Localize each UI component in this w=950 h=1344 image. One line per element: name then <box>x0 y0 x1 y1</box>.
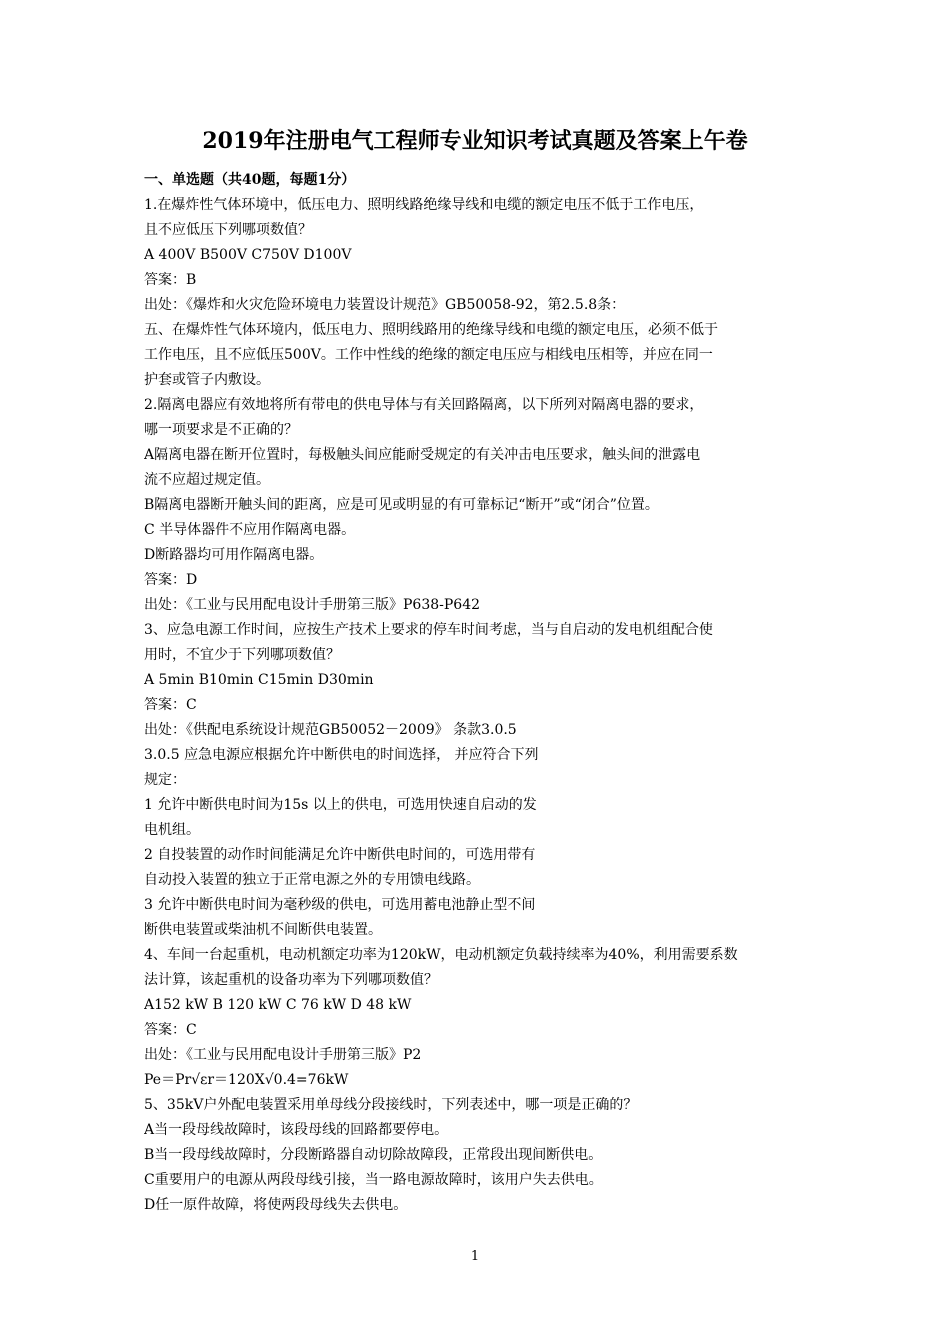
text-line: 流不应超过规定值。 <box>144 472 270 488</box>
text-line: D任一原件故障，将使两段母线失去供电。 <box>144 1197 408 1213</box>
text-line: 断供电装置或柴油机不间断供电装置。 <box>144 922 382 938</box>
document-body <box>144 168 814 1218</box>
text-line: 2 自投装置的动作时间能满足允许中断供电时间的，可选用带有 <box>144 847 536 863</box>
text-line: 电机组。 <box>144 822 200 838</box>
text-line: 3 允许中断供电时间为毫秒级的供电，可选用蓄电池静止型不间 <box>144 897 536 913</box>
text-line: A当一段母线故障时，该段母线的回路都要停电。 <box>144 1122 449 1138</box>
text-line: 且不应低压下列哪项数值？ <box>144 222 312 238</box>
text-line: 1 允许中断供电时间为15s 以上的供电，可选用快速自启动的发 <box>144 797 537 813</box>
text-line: A 5min B10min C15min D30min <box>144 672 374 688</box>
text-line: 规定： <box>144 772 186 788</box>
text-line: 答案：C <box>144 1022 197 1038</box>
page-number: 1 <box>470 1249 480 1264</box>
text-line: A 400V B500V C750V D100V <box>144 247 352 263</box>
text-line: 哪一项要求是不正确的？ <box>144 422 298 438</box>
text-line: 3、应急电源工作时间，应按生产技术上要求的停车时间考虑，当与自启动的发电机组配合使 <box>144 622 713 638</box>
text-line: 答案：D <box>144 572 198 588</box>
text-line: B隔离电器断开触头间的距离，应是可见或明显的有可靠标记“断开”或“闭合”位置。 <box>144 497 659 513</box>
text-line: Pe＝Pr√εr＝120X√0.4=76kW <box>144 1072 349 1088</box>
text-line: 4、车间一台起重机，电动机额定功率为120kW，电动机额定负载持续率为40%，利用需要系数 <box>144 947 738 963</box>
text-line: 五、在爆炸性气体环境内，低压电力、照明线路用的绝缘导线和电缆的额定电压，必须不低于 <box>144 322 718 338</box>
text-line: 法计算，该起重机的设备功率为下列哪项数值？ <box>144 972 438 988</box>
text-line: 自动投入装置的独立于正常电源之外的专用馈电线路。 <box>144 872 480 888</box>
text-line: 工作电压，且不应低压500V。工作中性线的绝缘的额定电压应与相线电压相等，并应在同一 <box>144 347 713 363</box>
document-title: 2019年注册电气工程师专业知识考试真题及答案上午卷 <box>202 128 748 154</box>
text-line: 出处：《工业与民用配电设计手册第三版》P2 <box>144 1047 422 1063</box>
text-line: 2.隔离电器应有效地将所有带电的供电导体与有关回路隔离，以下所列对隔离电器的要求， <box>144 397 704 413</box>
text-line: 答案：C <box>144 697 197 713</box>
text-line: D断路器均可用作隔离电器。 <box>144 547 324 563</box>
text-line: C重要用户的电源从两段母线引接，当一路电源故障时，该用户失去供电。 <box>144 1172 603 1188</box>
text-line: C 半导体器件不应用作隔离电器。 <box>144 522 356 538</box>
text-line: A隔离电器在断开位置时，每极触头间应能耐受规定的有关冲击电压要求，触头间的泄露电 <box>144 447 701 463</box>
text-line: 5、35kV户外配电装置采用单母线分段接线时，下列表述中，哪一项是正确的？ <box>144 1097 638 1113</box>
text-line: 护套或管子内敷设。 <box>144 372 270 388</box>
text-line: 3.0.5 应急电源应根据允许中断供电的时间选择， 并应符合下列 <box>144 747 539 763</box>
text-line: 出处：《爆炸和火灾危险环境电力装置设计规范》GB50058-92，第2.5.8条： <box>144 297 626 313</box>
text-line: 答案：B <box>144 272 197 288</box>
text-line: 出处：《工业与民用配电设计手册第三版》P638-P642 <box>144 597 481 613</box>
text-line: 1.在爆炸性气体环境中，低压电力、照明线路绝缘导线和电缆的额定电压不低于工作电压， <box>144 197 704 213</box>
section-heading: 一、单选题（共40题，每题1分） <box>144 172 356 188</box>
text-line: 出处：《供配电系统设计规范GB50052－2009》 条款3.0.5 <box>144 722 517 738</box>
text-line: A152 kW B 120 kW C 76 kW D 48 kW <box>144 997 412 1013</box>
text-line: 用时，不宜少于下列哪项数值？ <box>144 647 340 663</box>
text-line: B当一段母线故障时，分段断路器自动切除故障段，正常段出现间断供电。 <box>144 1147 603 1163</box>
